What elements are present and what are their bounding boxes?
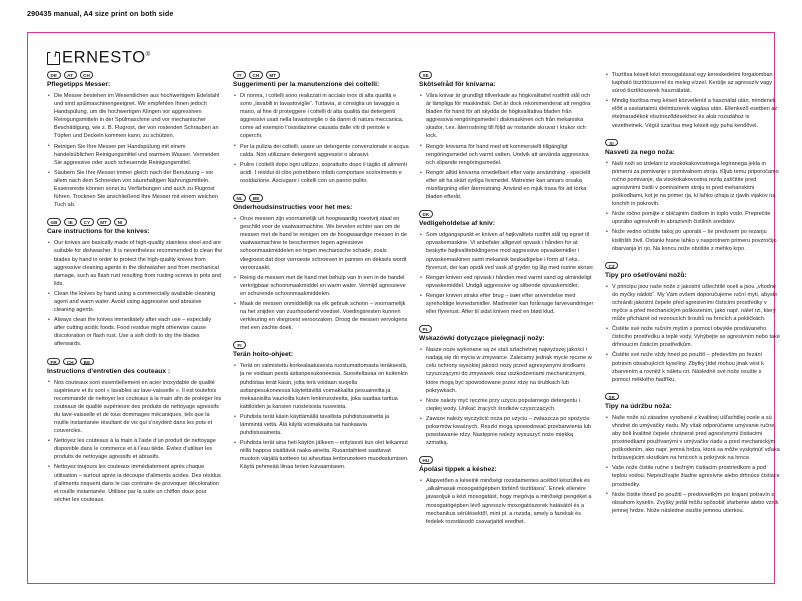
country-code-badge: BE [80,358,94,366]
care-instruction-item: • Nos couteaux sont essentiellement en acier inoxydable de qualité supérieure et ils sont « lavables au lave-vaisselle ». Il est toutefois recommandé de nettoyer les couteaux à la main afin de protéger les couteaux de qualité supérieure des produits de nettoyage agressifs du lave-vaisselle et de tous dommages mécaniques, tels que la rouille instantanée résultant de vis qui s’oxydent dans les pots et couvercles. [47,379,223,436]
care-instruction-list [47,239,223,348]
care-instruction-item: • Die Messer bestehen im Wesentlichen aus hochwertigem Edelstahl und sind spülmaschinengeeignet. Wir empfehlen Ihnen jedoch Handspülung, um die hochwertigen Klingen vor aggressiven Reinigungsmitteln in der Spülmaschine und vor mechanischer Beschädigung, wie z. B. Flugrost, der von rostenden Schrauben an Töpfen und Deckeln kommen kann, zu schützen. [47,92,223,141]
country-code-list [605,393,781,401]
language-section [47,71,223,209]
care-instruction-item: • Nože vedno očistite takoj po uporabi – še predvsem po rezanju kislihših živil. Ostanki hrane lahko v nasprotnem primeru povzročijo obarvanja in rjo. Na koncu nože obrišite z mehko krpo. [605,228,781,252]
care-instruction-item: • Reinigen Sie Ihre Messer per Handspülung mit einem handelsüblichen Reinigungsmittel und warmem Wasser. Vermeiden Sie aggressive oder auch scheuernde Reinigungsmittel. [47,143,223,167]
language-section [605,71,781,130]
care-instruction-item: • Rengör alltid knivarna omedelbart efter varje användning - speciellt efter att ha skärt syrliga livsmedel. Matrester kan annars orsaka missfärgning eller återrostning. Använd en mjuk trasa för att torka bladen efteråt. [419,169,595,201]
care-instruction-item: • Våra knivar är grundligt tillverkade av högkvalitativt rostfritt stål och är lämpliga för maskindisk. Det är dock rekommenderat att rengöra bladen för hand för att skydda de högkvalitativa bladen från aggressiva rengöringsmedel i diskmaskinen och från mekaniska skador, t.ex. återrostning till följd av rostande skruvar i krukor och lock. [419,92,595,141]
care-instruction-list [605,283,781,384]
brand-name: ERNESTO® [62,48,151,66]
language-section [419,210,595,316]
country-code-badge: FR [47,358,60,366]
registered-mark: ® [145,51,151,58]
care-instruction-list [419,92,595,201]
language-section [419,71,595,201]
care-instruction-item: • Čistěte své nože vždy hned po použití – především po řezání potravin obsahujících kyseliny. Zbytky jídel mohou jinak vést k zbarvením a rovněž k náletu rzi. Následně své nože osušte s pomocí měkkého hadříku. [605,351,781,383]
care-instruction-item: • Pulire i coltelli dopo ogni utilizzo, soprattutto dopo il taglio di alimenti acidi. I residui di cibo potrebbero infatti comportare scolorimento e ossidazione. Asciugare i coltelli con un panno pulito. [233,161,409,185]
care-instruction-item: • Rengør kniven straks efter brug – især efter anvendelse med syreholdige levnedsmidler. Madrester kan forårsage farvevandringer eller flyverust. After til sidst kniven med en blød klud. [419,292,595,316]
care-instruction-item: • Nasze noże wykonane są ze stali szlachetnej najwyższej jakości i nadają się do mycia w zmywarce. Zalecamy jednak mycie ręczne w celu ochrony wysokiej jakości noży przed agresywnymi środkami czyszczącymi do zmywarek oraz uszkodzeniami mechanicznymi, które mogą być spowodowane przez rdzę na śrubkach lub pokrywkach. [419,346,595,395]
country-code-list [605,262,781,270]
print-note: 290435 manual, A4 size print on both side [27,9,174,18]
country-code-badge: CZ [605,262,618,270]
care-instruction-item: • Vaše nože čistite ručne s bežným čistiacim prostriedkom a pod teplou vodou. Nepoužívajte žiadne agresívne alebo drhnúce čistiace prostriedky. [605,464,781,488]
section-title: Tipy na údržbu noža: [605,402,672,410]
country-code-list [419,71,595,79]
country-code-list [47,71,223,79]
care-instruction-list [47,92,223,209]
care-instruction-item: • Nettoyez toujours les couteaux immédiatement après chaque utilisation – surtout après la découpe d’aliments acides. Des résidus d’aliments risquent dans le cas contraire de provoquer décoloration et rouille instantanée. Utilisez par la suite un chiffon doux pour sécher les couteaux. [47,463,223,503]
country-code-badge: IT [233,71,246,79]
care-instruction-item: • Čistěte své nože ručním mytím s pomocí obvykle prodávaného čisticího prostředku a teplé vody. Vyhýbejte se agresivním nebo také drhnoucím čisticím prostředkům. [605,325,781,349]
section-title: Care instructions for the knives: [47,228,150,236]
language-section [419,456,595,526]
country-code-badge: AT [64,71,77,79]
ernesto-logo-icon [47,52,60,65]
care-instruction-item: • V principu jsou naše nože z jakostní ušlechtilé oceli a jsou „vhodné do myčky nádob“. My Vám ovšem doporučujeme ruční mytí, abyste ochránili jakostní čepele před agresivními čisticími prostředky v myčce a před mechanickým poškozením, jako např. nálet rzi, který může přicházet od reznoucích šroubů na hrncích a pokličkách. [605,283,781,323]
country-code-badge: FI [233,341,246,349]
care-instruction-item: • Always clean the knives immediately after each use – especially after cutting acidic foods. Food residue might otherwise cause discoloration or flash rust. Use a soft cloth to dry the blades afterwards. [47,316,223,348]
care-instruction-item: • Puhdista terät käsin käyttämällä tavallista puhdistusainetta ja lämmintä vettä. Älä käytä voimakkaita tai hankaavia puhdistusaineita. [233,413,409,437]
care-instruction-item: • Naši noži so izdelani iz visokokakovostnega legiranega jekla in primerni za pomivanje v pomivalnem stroju. Kljub temu priporočamo ročno pomivanje, da visokokakovostna rezila zaščitite pred agresivnimi čistili v pomivalnem stroju in pred mehanskimi poškodbami, kot je na primer rja, ki lahko izhaja iz rjavih vijakov na lonchih in pokrovih. [605,160,781,209]
country-code-badge: MT [97,218,111,226]
care-instruction-item: • Alapvetően a késeink minőségi rozsdamentes acélból készültek és „alkalmasak mosogatógépben történő tisztításra”. Ennek ellenére javasoljuk a kézi mosogatást, hogy megóvja a minőségi pengéket a mosogatógépben lévő agresszív mosogatószerek hatásától és a mechanikus sérülésektől, mint pl. a rozsda, amely a fazekak és fedelek rozsdásodó csavarjaitól eredhet. [419,477,595,526]
care-instruction-list [233,362,409,471]
country-code-badge: CH [249,71,263,79]
language-column [47,71,223,573]
language-section [233,71,409,185]
care-instruction-item: • Noże należy myć ręcznie przy użyciu popularnego detergentu i ciepłej wody. Unikać żrących środków czyszczących. [419,397,595,413]
care-instruction-list [47,379,223,504]
country-code-list [233,341,409,349]
care-instruction-list [605,160,781,253]
care-instruction-item: • Mindig tisztítsa meg késeit közvetlenül a használat után, mindenek előtt a savtartalmú élelmiszerek vágása után. Ellenkező esetben az ételmaradékok elszíneződésekhez és akár rozsdához is vezethetnek. Végül szárítsa meg késeit egy puha kendővel. [605,97,781,129]
country-code-badge: DK [419,210,433,218]
country-code-badge: SI [605,139,618,147]
section-title: Instructions d’entretien des couteaux : [47,367,171,375]
country-code-list [233,194,409,202]
care-instruction-item: • Nettoyez les couteaux à la main à l’aide d’un produit de nettoyage disponible dans le commerce et à l’eau tiède. Évitez d’utiliser les produits de nettoyage agressifs et abrasifs. [47,437,223,461]
section-title: Vedligeholdelse af kniv: [419,220,495,228]
care-instruction-item: • Rengör knivarna för hand med ett kommersiellt tillgängligt rengöringsmedel och varmt vatten. Undvik att använda aggressiva och slipande rengöringsmedel. [419,143,595,167]
section-title: Suggerimenti per la manutenzione dei coltelli: [233,81,380,89]
care-instruction-item: • Terät on valmistettu korkealaatuisesta ruostumattomasta teräksestä, ja ne voidaan pestä astianpesukoneessa. Suositeltavaa on kuitenkin puhdistaa terät käsin, jotta terä voidaan suojella astianpesukoneessa käytettäviltä voimakkailta pesuaineilta ja mekaanisilta vaurioilta kuten lentoruosteelta, joka saattaa tarttua kattiloiden ja kansien ruosteisista ruuveista. [233,362,409,411]
manual-sheet [27,32,780,584]
care-instruction-item: • Nože čistite ihneď po použití – predovsetkým po krajaní potravín s obsahom kyselín. Zvyšky jedál môžu spôsobiť sfarbenie alebo vznik jemnej hrdze. Nože následne osušte jemnou utierkou. [605,491,781,515]
country-code-badge: HU [419,456,433,464]
country-code-badge: CY [80,218,94,226]
care-instruction-list [233,92,409,185]
care-instruction-item: • Our knives are basically made of high-quality stainless steel and are suitable for dishwasher. It is nevertheless recommended to clean the blades by hand in order to protect the high-quality knives from aggressive cleaning agents in the dishwasher and from mechanical damage, such as flash rust resulting from rusting screws in pots and lids. [47,239,223,288]
country-code-list [47,358,223,366]
country-code-list [419,210,595,218]
country-code-badge: MT [266,71,280,79]
section-title: Skötselråd för knivarna: [419,81,496,89]
care-instruction-item: • Maak de messen onmiddellijk na elk gebruik schoon – voornamelijk na het snijden van zuurhoudend voedsel. Voedingsresten kunnen verkleuring en vliegroest veroorzaken. Droog de messen vervolgens met een zachte doek. [233,300,409,332]
brand-logo [47,45,150,65]
language-section [47,218,223,348]
language-section [233,194,409,332]
care-instruction-item: • Tisztítsa késeit kézi mosogatással egy kereskedelmi forgalomban kapható tisztítószerrel és meleg vízzel. Kerülje az agresszív vagy súroó tisztítószerek használatát. [605,71,781,95]
section-title: Tipy pro ošetřování nožů: [605,271,687,279]
language-section [605,393,781,515]
country-code-badge: NI [114,218,127,226]
care-instruction-list [419,346,595,447]
care-instruction-item: • Onze messen zijn voornamelijk uit hoogwaardig roestvrij staal en geschikt voor de vaatwasmachine. We bevelen echter aan om de messen met de hand te reinigen om de hoogwaardige messen in de vaatwasmachine te beschermen tegen agressieve schoonmaakmiddelen en tegen mechanische schade, zoals vliegroest dat door verroeste schroeven in pannen en deksels wordt veroorzaakt. [233,215,409,272]
country-code-list [47,218,223,226]
country-code-badge: PL [419,325,432,333]
language-section [605,139,781,253]
care-instruction-item: • Som udgangspunkt er kniven af højkvalitets rustfrit stål og egnet til opvaskemaskine. Vi anbefaler alligevel opvask i hånden for at beskytte højkvalitetsklingerne mod aggressive opvaskemidler i opvaskemaskinen samt mekanisk beskadigelse i form af f.eks. flyverust, der kan opstå ved vask af gryder og låg med rustne skruer. [419,231,595,271]
language-column [605,71,781,573]
country-code-badge: NL [233,194,246,202]
language-column [419,71,595,573]
country-code-list [419,325,595,333]
country-code-list [419,456,595,464]
country-code-badge: GB [47,218,61,226]
country-code-badge: BE [249,194,263,202]
language-section [605,262,781,384]
section-title: Pflegetipps Messer: [47,81,111,89]
country-code-badge: CH [63,358,77,366]
country-code-badge: CH [80,71,94,79]
care-instruction-item: • Naše nože sú zásadne vyrobené z kvalitnej ušľachtilej ocele a sú vhodné do umývačky riadu. My však odporúčame umývanie ručne, aby boli kvalitné čepele chránené pred agresívnymi čistiacimi prostriedkami používanými v umývačke riadu a pred mechanickým poškodením, ako napr. jemná hrdza, ktorá sa môže vyskytnúť vďaka hrdzavejúcim skrutkám na hrncoch a pokrývok na hrnce. [605,414,781,463]
care-instruction-item: • Zawsze należy wyczyścić noża po użyciu – zwłaszcza po spożyciu pokarmów kwaśnych. Reszki mogą spowodować przebarwienia lub powstawanie rdzy. Następnie należy wysuszyć noże miękką szmatką. [419,415,595,447]
country-code-badge: IE [64,218,77,226]
care-instruction-item: • Rengør kniven ved opvask i hånden med varmt vand og almindeligt opvaskemiddel. Undgå aggressive og slibende opvaskemidler. [419,274,595,290]
care-instruction-list [419,231,595,316]
care-instruction-item: • Säubern Sie Ihre Messer immer gleich nach der Benutzung – vor allem nach dem Schneiden von säurehaltigen Nahrungsmitteln. Essensreste können sonst zu Verfärbungen und auch zu Flugrost führen. Trocknen Sie anschließend Ihre Messer mit einem weichen Tuch ab. [47,169,223,209]
language-section [419,325,595,447]
section-title: Terän hoito-ohjeet: [233,351,294,359]
care-instruction-item: • Per la pulizia dei coltelli, usare un detergente convenzionale e acqua calda. Non utilizzare detergenti aggressivi o abrasivi. [233,143,409,159]
country-code-badge: SE [419,71,432,79]
section-title: Nasveti za nego noža: [605,148,675,156]
content-columns [47,71,780,573]
country-code-list [233,71,409,79]
language-column [233,71,409,573]
care-instruction-item: • Puhdista terät aina heti käytön jälkeen – erityisesti kun olet leikannut niillä happoa sisältäviä raaka-aineita. Ruoantaihteet saattavat muutoin värjätä tuotteen tai aiheuttaa lentoruosteen muodostumisen. Käytä pehmeää liinaa terien kuivaamiseen. [233,439,409,471]
section-title: Onderhoudsinstructies voor het mes: [233,204,353,212]
country-code-badge: SK [605,393,619,401]
care-instruction-item: • Clean the knives by hand using a commercially available cleaning agent and warm water. Avoid using aggressive and abrasive cleaning agents. [47,290,223,314]
care-instruction-list [605,414,781,515]
section-title: Ápolási tippek a késhez: [419,466,497,474]
care-instruction-list [233,215,409,332]
care-instruction-item: • Di norma, i coltelli sono realizzati in acciaio inox di alta qualità e sono „lavabili in lavastoviglie“. Tuttavia, si consiglia un lavaggio a mano, al fine di proteggere i coltelli di alta qualità dai detergenti aggressivi usati nella lavastoviglie o da danni di natura meccanica, come ad esempio l’ossidazione causata dalle viti di pentole e coperchi. [233,92,409,141]
language-section [47,358,223,504]
country-code-badge: DE [47,71,61,79]
section-title: Wskazówki dotyczące pielęgnacji noży: [419,335,545,343]
care-instruction-item: • Reinig de messen met de hand met behulp van in een in de handel verkrijgbaar schoonmaakmiddel en warm water. Vermijd agressieve en schurende schoonmaakmiddelen. [233,274,409,298]
care-instruction-list [419,477,595,526]
care-instruction-item: • Nože ročno pomijte z običajnim čistilom in toplo vodo. Preprečite uporabo agresivnih in abrazivnih čistilnih sredstev. [605,210,781,226]
country-code-list [605,139,781,147]
language-section [233,341,409,471]
care-instruction-list [605,71,781,130]
